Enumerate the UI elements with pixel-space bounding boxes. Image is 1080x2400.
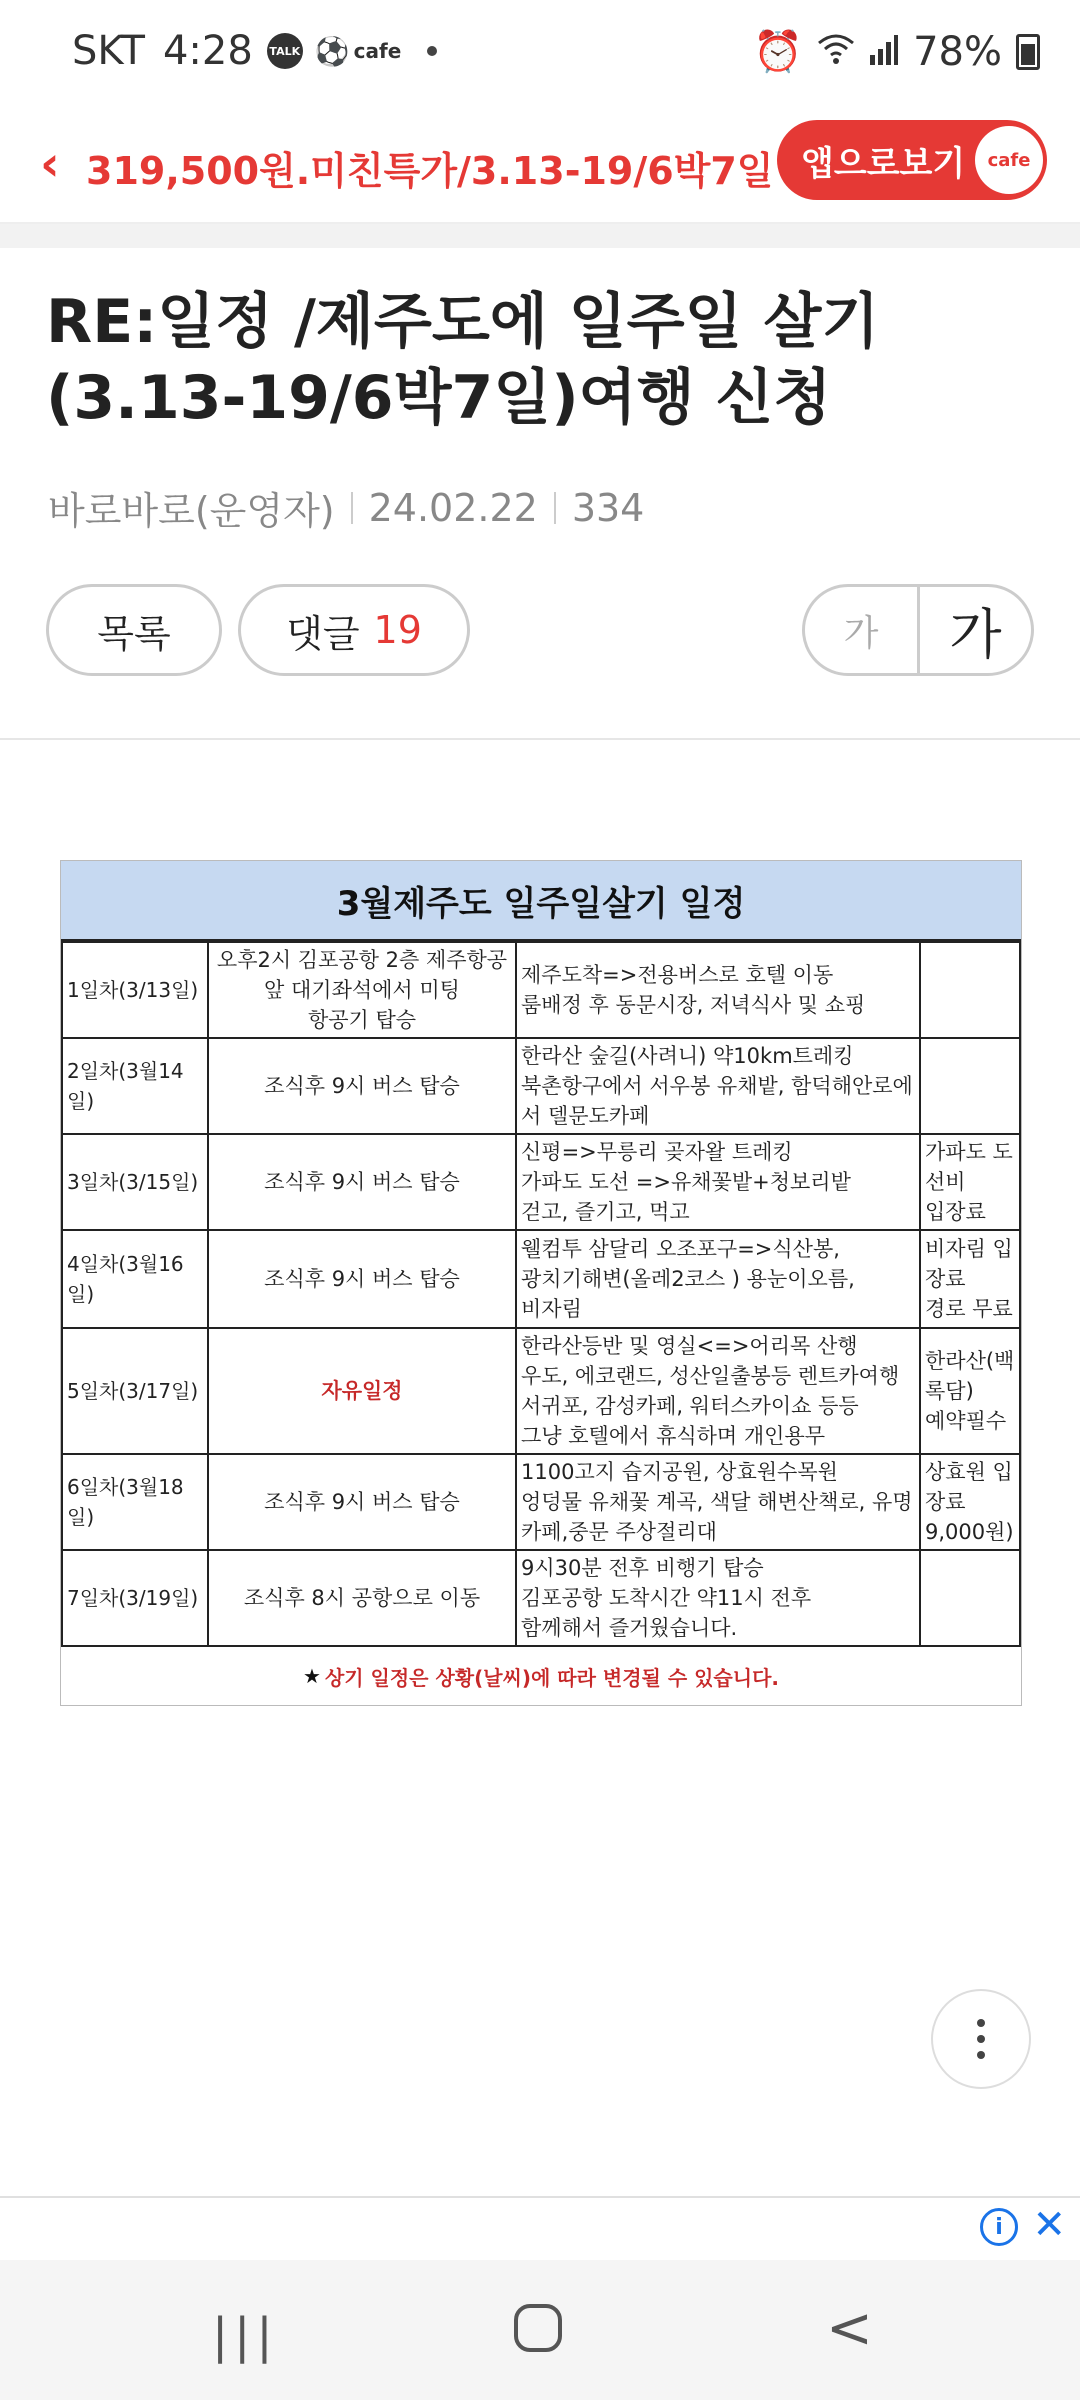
wifi-icon (817, 29, 855, 75)
more-dot-icon (977, 2019, 985, 2027)
recents-icon[interactable]: ||| (212, 2308, 279, 2364)
notification-dot (427, 46, 437, 56)
carrier-label: SKT (72, 28, 145, 74)
open-in-app-button[interactable] (777, 120, 1047, 200)
system-navigation-bar (0, 2260, 1080, 2400)
schedule-row (62, 1134, 1020, 1230)
cafe-logo-icon: cafe (975, 126, 1043, 194)
back-arrow-icon[interactable]: ‹ (40, 136, 60, 192)
nav-title[interactable]: 319,500원.미친특가/3.13-19/6박7일 (86, 149, 774, 193)
schedule-day-cell: 1일차(3/13일) (62, 942, 208, 1038)
open-in-app-label: 앱으로보기 (801, 143, 966, 184)
list-button[interactable] (46, 584, 222, 676)
schedule-meeting-cell: 오후2시 김포공항 2층 제주항공앞 대기좌석에서 미팅 항공기 탑승 (208, 942, 516, 1038)
schedule-note-cell (920, 1550, 1020, 1646)
system-back-icon[interactable]: < (826, 2296, 873, 2361)
talk-icon: TALK (267, 33, 303, 69)
schedule-meeting-cell: 조식후 9시 버스 탑승 (208, 1134, 516, 1230)
schedule-note-cell: 가파도 도선비 입장료 (920, 1134, 1020, 1230)
author-name[interactable]: 바로바로(운영자) (48, 489, 335, 533)
schedule-footnote-text: 상기 일정은 상황(날씨)에 따라 변경될 수 있습니다. (324, 1665, 779, 1690)
star-icon: ★ (303, 1664, 321, 1688)
view-count: 334 (571, 485, 645, 530)
top-nav (0, 110, 1080, 224)
schedule-activity-cell: 제주도착=>전용버스로 호텔 이동 룸배정 후 동문시장, 저녁식사 및 쇼핑 (516, 942, 920, 1038)
more-dot-icon (977, 2051, 985, 2059)
schedule-day-cell: 7일차(3/19일) (62, 1550, 208, 1646)
schedule-activity-cell: 9시30분 전후 비행기 탑승 김포공항 도착시간 약11시 전후 함께해서 즐거웠습니다. (516, 1550, 920, 1646)
post-title: RE:일정 /제주도에 일주일 살기(3.13-19/6박7일)여행 신청 (46, 287, 880, 433)
schedule-row (62, 942, 1020, 1038)
schedule-day-cell: 6일차(3월18일) (62, 1454, 208, 1550)
ad-info-icon[interactable]: i (980, 2208, 1018, 2246)
font-size-toggle (802, 584, 1034, 676)
schedule-meeting-cell: 조식후 8시 공항으로 이동 (208, 1550, 516, 1646)
schedule-row (62, 1328, 1020, 1454)
schedule-row (62, 1454, 1020, 1550)
signal-icon (869, 29, 899, 75)
section-divider (0, 224, 1080, 248)
cafe-icon: ⚽ (314, 34, 350, 68)
schedule-meeting-cell: 자유일정 (208, 1328, 516, 1454)
schedule-row (62, 1550, 1020, 1646)
list-button-label: 목록 (97, 611, 171, 656)
schedule-footnote (61, 1647, 1021, 1705)
schedule-table (61, 941, 1021, 1647)
schedule-note-cell: 상효원 입장료 9,000원) (920, 1454, 1020, 1550)
schedule-activity-cell: 신평=>무릉리 곶자왈 트레킹 가파도 도선 =>유채꽃밭+청보리밭 걷고, 즐기고, 먹고 (516, 1134, 920, 1230)
post-date: 24.02.22 (368, 485, 538, 530)
schedule-activity-cell: 한라산등반 및 영실<=>어리목 산행 우도, 에코랜드, 성산일출봉등 렌트카여행 서귀포, 감성카페, 워터스카이쇼 등등 그냥 호텔에서 휴식하며 개인용무 (516, 1328, 920, 1454)
comment-button[interactable] (238, 584, 470, 676)
font-larger-button[interactable]: 가 (949, 602, 1002, 666)
comment-count: 19 (373, 608, 422, 652)
status-right (739, 28, 1040, 75)
status-left (72, 28, 437, 74)
schedule-meeting-cell: 조식후 9시 버스 탑승 (208, 1038, 516, 1134)
schedule-note-cell: 비자림 입장료 경로 무료 (920, 1230, 1020, 1328)
more-dot-icon (977, 2035, 985, 2043)
home-icon[interactable] (514, 2304, 562, 2352)
schedule-note-cell (920, 1038, 1020, 1134)
schedule-activity-cell: 한라산 숲길(사려니) 약10km트레킹 북촌항구에서 서우봉 유채밭, 함덕해안로에서 델문도카페 (516, 1038, 920, 1134)
schedule-note-cell (920, 942, 1020, 1038)
schedule-day-cell: 3일차(3/15일) (62, 1134, 208, 1230)
cafe-notification-label: cafe (353, 39, 402, 63)
comment-label: 댓글 (286, 611, 360, 656)
post-meta (48, 480, 644, 535)
schedule-row (62, 1038, 1020, 1134)
schedule-activity-cell: 1100고지 습지공원, 상효원수목원 엉덩물 유채꽃 계곡, 색달 해변산책로, 유명카페,중문 주상절리대 (516, 1454, 920, 1550)
font-smaller-button[interactable]: 가 (805, 587, 920, 673)
meta-separator (554, 492, 556, 524)
alarm-icon: ⏰ (753, 29, 804, 75)
schedule-meeting-cell: 조식후 9시 버스 탑승 (208, 1230, 516, 1328)
schedule-day-cell: 4일차(3월16일) (62, 1230, 208, 1328)
more-options-button[interactable] (931, 1989, 1031, 2089)
schedule-day-cell: 2일차(3월14일) (62, 1038, 208, 1134)
status-bar (0, 0, 1080, 110)
schedule-title: 3월제주도 일주일살기 일정 (61, 861, 1021, 941)
schedule-table-image (60, 860, 1022, 1706)
ad-close-icon[interactable]: ✕ (1032, 2202, 1066, 2248)
battery-percent: 78% (913, 28, 1002, 75)
meta-separator (351, 492, 353, 524)
schedule-day-cell: 5일차(3/17일) (62, 1328, 208, 1454)
schedule-activity-cell: 웰컴투 삼달리 오조포구=>식산봉, 광치기해변(올레2코스 ) 용눈이오름, 비자림 (516, 1230, 920, 1328)
ad-banner[interactable] (0, 2196, 1080, 2262)
schedule-meeting-cell: 조식후 9시 버스 탑승 (208, 1454, 516, 1550)
schedule-note-cell: 한라산(백록담) 예약필수 (920, 1328, 1020, 1454)
content-divider (0, 738, 1080, 740)
schedule-row (62, 1230, 1020, 1328)
battery-icon (1016, 34, 1040, 70)
clock: 4:28 (162, 28, 253, 74)
